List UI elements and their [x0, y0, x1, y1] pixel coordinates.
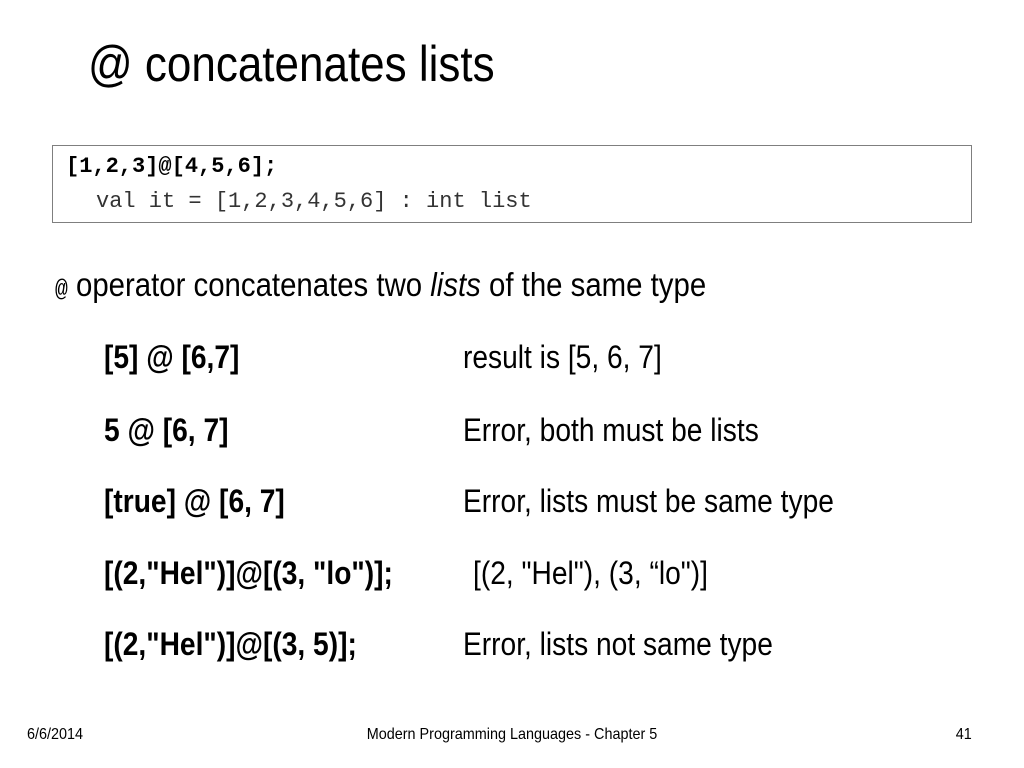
footer-title: Modern Programming Languages - Chapter 5	[366, 726, 658, 743]
code-input-line: [1,2,3]@[4,5,6];	[66, 154, 278, 179]
description-emphasis: lists	[430, 266, 481, 303]
example-code: [(2,"Hel")]@[(3, 5)];	[104, 626, 357, 662]
example-code: 5 @ [6, 7]	[104, 412, 229, 448]
example-row	[0, 622, 1024, 666]
example-result: Error, both must be lists	[463, 412, 759, 448]
code-example-box	[52, 145, 972, 223]
page-number: 41	[955, 726, 972, 743]
slide-title: @ concatenates lists	[88, 36, 495, 92]
example-row	[0, 335, 1024, 379]
example-row	[0, 408, 1024, 452]
example-code: [5] @ [6,7]	[104, 339, 240, 375]
example-row	[0, 551, 1024, 595]
example-code: [true] @ [6, 7]	[104, 483, 285, 519]
description-text-before: operator concatenates two	[67, 266, 431, 303]
example-result: Error, lists must be same type	[463, 483, 834, 519]
example-code: [(2,"Hel")]@[(3, "lo")];	[104, 555, 393, 591]
example-result: Error, lists not same type	[463, 626, 773, 662]
operator-symbol: @	[55, 277, 68, 304]
operator-description	[55, 263, 706, 313]
example-row	[0, 479, 1024, 523]
footer-date: 6/6/2014	[27, 726, 84, 743]
code-output-line: val it = [1,2,3,4,5,6] : int list	[96, 189, 532, 214]
example-result: [(2, "Hel"), (3, “lo")]	[473, 555, 708, 591]
example-result: result is [5, 6, 7]	[463, 339, 662, 375]
description-text-after: of the same type	[480, 266, 707, 303]
